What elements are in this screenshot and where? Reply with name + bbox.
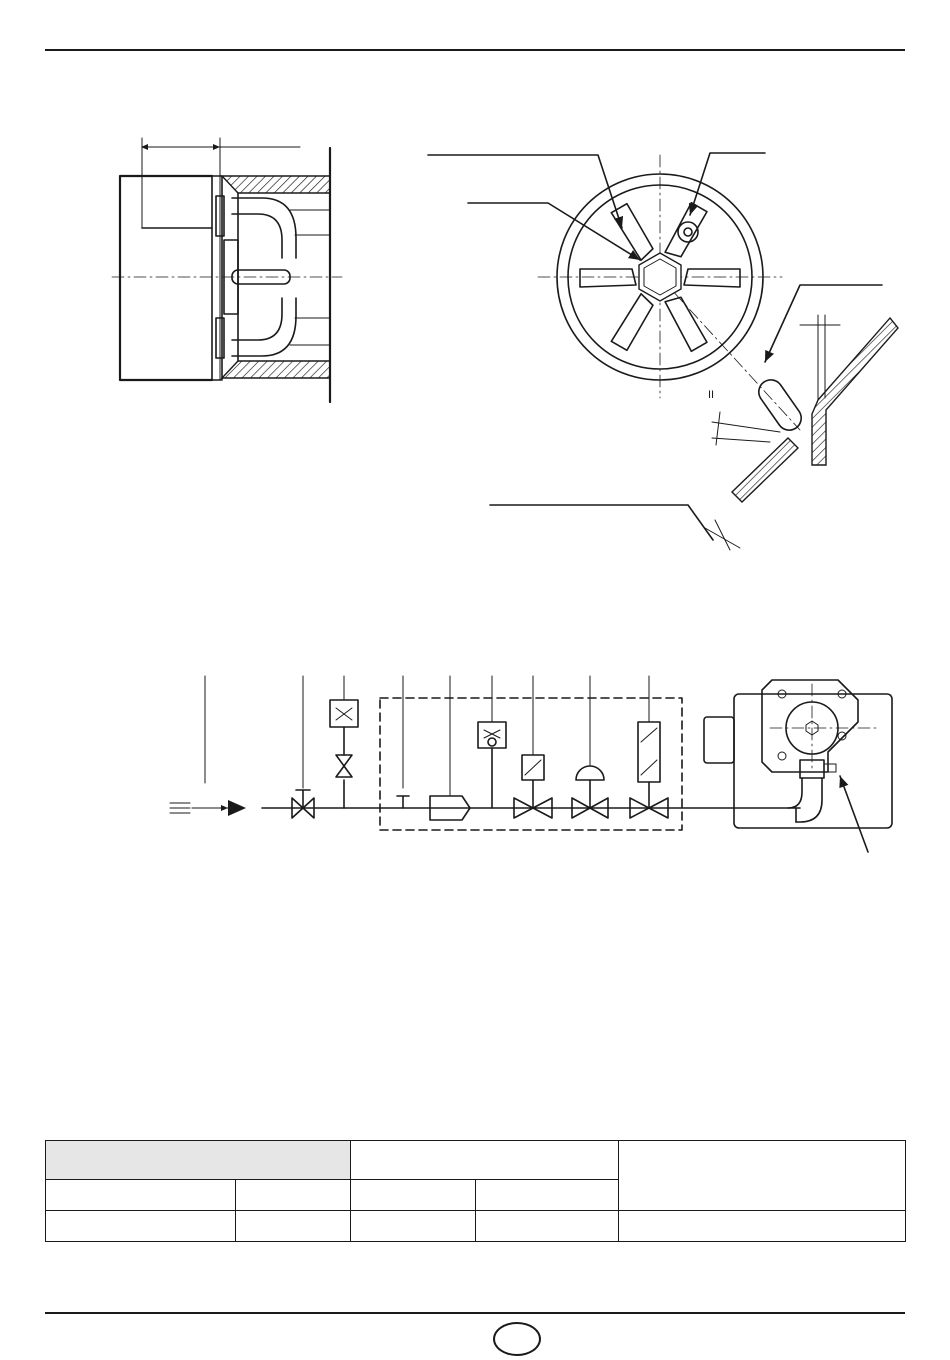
nozzle-side-view — [112, 138, 342, 402]
table-header-cell — [619, 1141, 906, 1211]
data-table — [45, 1140, 906, 1242]
gas-train-schematic — [170, 676, 892, 852]
table-header-cell — [46, 1141, 351, 1180]
table-subheader-cell — [351, 1180, 476, 1211]
footer-rule — [45, 1312, 905, 1314]
page-number-badge — [493, 1322, 541, 1356]
table-cell — [619, 1211, 906, 1242]
table-cell — [236, 1211, 351, 1242]
table-cell — [476, 1211, 619, 1242]
table-header-cell — [351, 1141, 619, 1180]
table-cell — [351, 1211, 476, 1242]
svg-text:II: II — [708, 389, 715, 401]
electrode-front-view — [428, 153, 898, 550]
table-subheader-cell — [46, 1180, 236, 1211]
table-subheader-cell — [236, 1180, 351, 1211]
table-cell — [46, 1211, 236, 1242]
table-subheader-cell — [476, 1180, 619, 1211]
